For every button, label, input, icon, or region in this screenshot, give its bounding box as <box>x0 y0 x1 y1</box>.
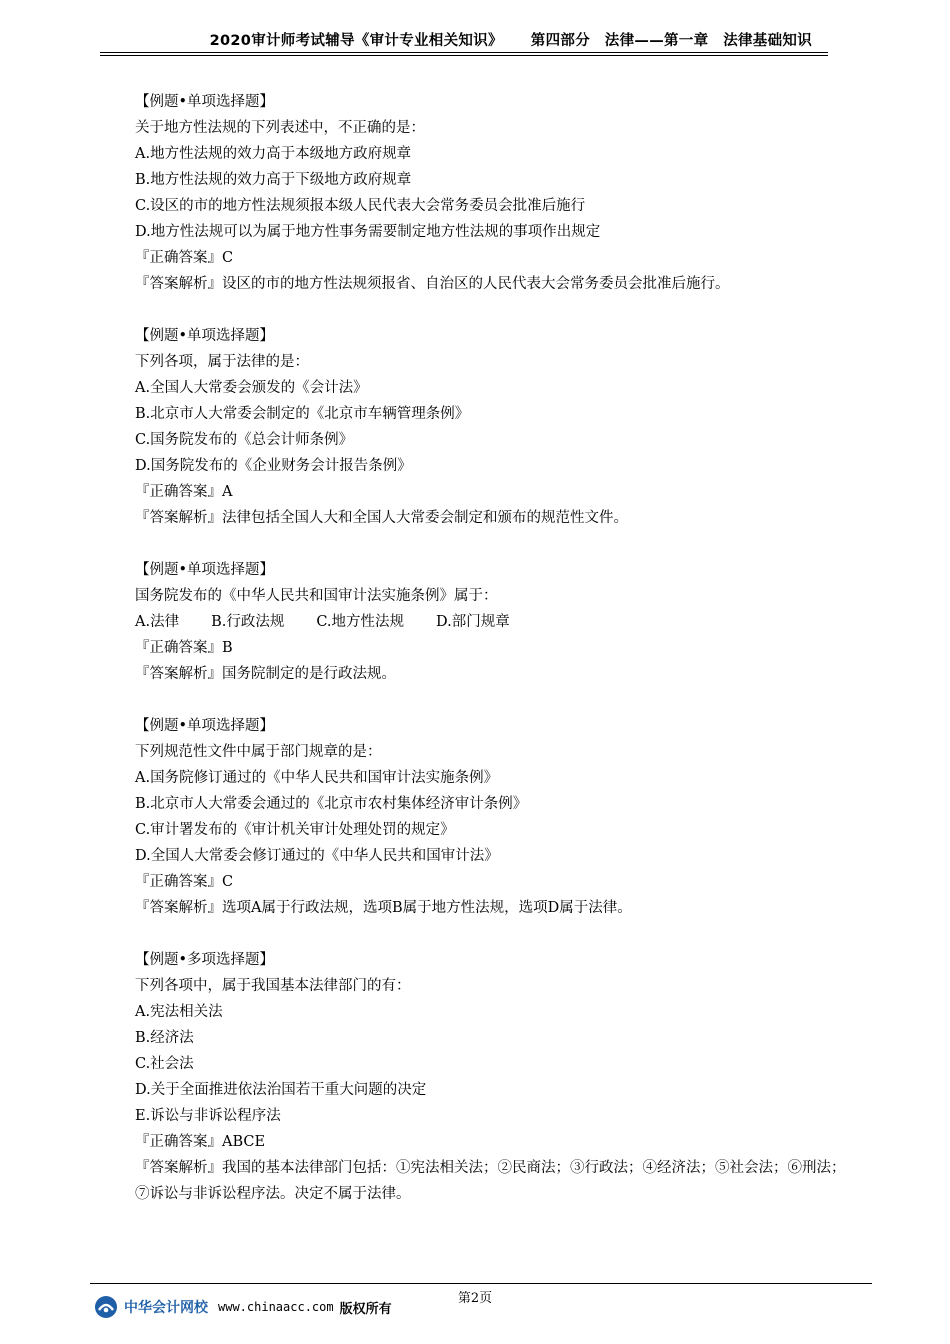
footer-brand <box>94 1295 392 1319</box>
correct-answer: 『正确答案』A <box>135 484 233 500</box>
example-4 <box>135 713 855 921</box>
brand-website[interactable]: www.chinaacc.com <box>218 1300 334 1314</box>
example-tag: 【例题•单项选择题】 <box>135 328 275 344</box>
question-text: 国务院发布的《中华人民共和国审计法实施条例》属于： <box>135 588 498 604</box>
option-c: C.设区的市的地方性法规须报本级人民代表大会常务委员会批准后施行 <box>135 198 586 214</box>
option-a: A.法律 <box>135 614 180 630</box>
option-c: C.国务院发布的《总会计师条例》 <box>135 432 354 448</box>
brand-name: 中华会计网校 <box>124 1300 208 1316</box>
footer-divider <box>90 1283 872 1284</box>
example-tag: 【例题•单项选择题】 <box>135 562 275 578</box>
question-text: 下列各项，属于法律的是： <box>135 354 309 370</box>
option-b: B.行政法规 <box>211 614 285 630</box>
answer-analysis: 『答案解析』我国的基本法律部门包括：①宪法相关法；②民商法；③行政法；④经济法；⑤社会法；⑥刑法；⑦诉讼与非诉讼程序法。决定不属于法律。 <box>135 1160 846 1202</box>
question-text: 下列各项中，属于我国基本法律部门的有： <box>135 978 411 994</box>
example-tag: 【例题•单项选择题】 <box>135 718 275 734</box>
inline-options <box>135 609 855 635</box>
option-d: D.全国人大常委会修订通过的《中华人民共和国审计法》 <box>135 848 499 864</box>
page-header <box>100 30 828 56</box>
answer-analysis: 『答案解析』法律包括全国人大和全国人大常委会制定和颁布的规范性文件。 <box>135 510 628 526</box>
correct-answer: 『正确答案』C <box>135 250 234 266</box>
option-c: C.审计署发布的《审计机关审计处理处罚的规定》 <box>135 822 455 838</box>
option-d: D.关于全面推进依法治国若干重大问题的决定 <box>135 1082 427 1098</box>
header-title: 2020审计师考试辅导《审计专业相关知识》 <box>209 33 503 49</box>
example-1 <box>135 89 855 297</box>
option-a: A.全国人大常委会颁发的《会计法》 <box>135 380 368 396</box>
example-3 <box>135 557 855 687</box>
example-5 <box>135 947 855 1207</box>
option-b: B.北京市人大常委会制定的《北京市车辆管理条例》 <box>135 406 470 422</box>
option-a: A.宪法相关法 <box>135 1004 223 1020</box>
example-2 <box>135 323 855 531</box>
correct-answer: 『正确答案』ABCE <box>135 1134 266 1150</box>
header-chapter: 第四部分 法律——第一章 法律基础知识 <box>530 33 812 49</box>
example-tag: 【例题•单项选择题】 <box>135 94 275 110</box>
option-b: B.地方性法规的效力高于下级地方政府规章 <box>135 172 412 188</box>
chinaacc-logo-icon <box>94 1295 118 1319</box>
answer-analysis: 『答案解析』设区的市的地方性法规须报省、自治区的人民代表大会常务委员会批准后施行。 <box>135 276 730 292</box>
page-number: 第2页 <box>457 1291 493 1306</box>
option-a: A.国务院修订通过的《中华人民共和国审计法实施条例》 <box>135 770 499 786</box>
question-text: 下列规范性文件中属于部门规章的是： <box>135 744 382 760</box>
correct-answer: 『正确答案』C <box>135 874 234 890</box>
option-e: E.诉讼与非诉讼程序法 <box>135 1108 281 1124</box>
document-body <box>135 89 855 1233</box>
answer-analysis: 『答案解析』国务院制定的是行政法规。 <box>135 666 396 682</box>
option-d: D.国务院发布的《企业财务会计报告条例》 <box>135 458 412 474</box>
copyright-text: 版权所有 <box>339 1301 392 1317</box>
option-d: D.部门规章 <box>436 614 510 630</box>
correct-answer: 『正确答案』B <box>135 640 233 656</box>
option-c: C.社会法 <box>135 1056 194 1072</box>
option-c: C.地方性法规 <box>316 614 405 630</box>
option-b: B.经济法 <box>135 1030 194 1046</box>
option-a: A.地方性法规的效力高于本级地方政府规章 <box>135 146 412 162</box>
example-tag: 【例题•多项选择题】 <box>135 952 275 968</box>
question-text: 关于地方性法规的下列表述中，不正确的是： <box>135 120 425 136</box>
answer-analysis: 『答案解析』选项A属于行政法规，选项B属于地方性法规，选项D属于法律。 <box>135 900 632 916</box>
option-d: D.地方性法规可以为属于地方性事务需要制定地方性法规的事项作出规定 <box>135 224 601 240</box>
option-b: B.北京市人大常委会通过的《北京市农村集体经济审计条例》 <box>135 796 528 812</box>
